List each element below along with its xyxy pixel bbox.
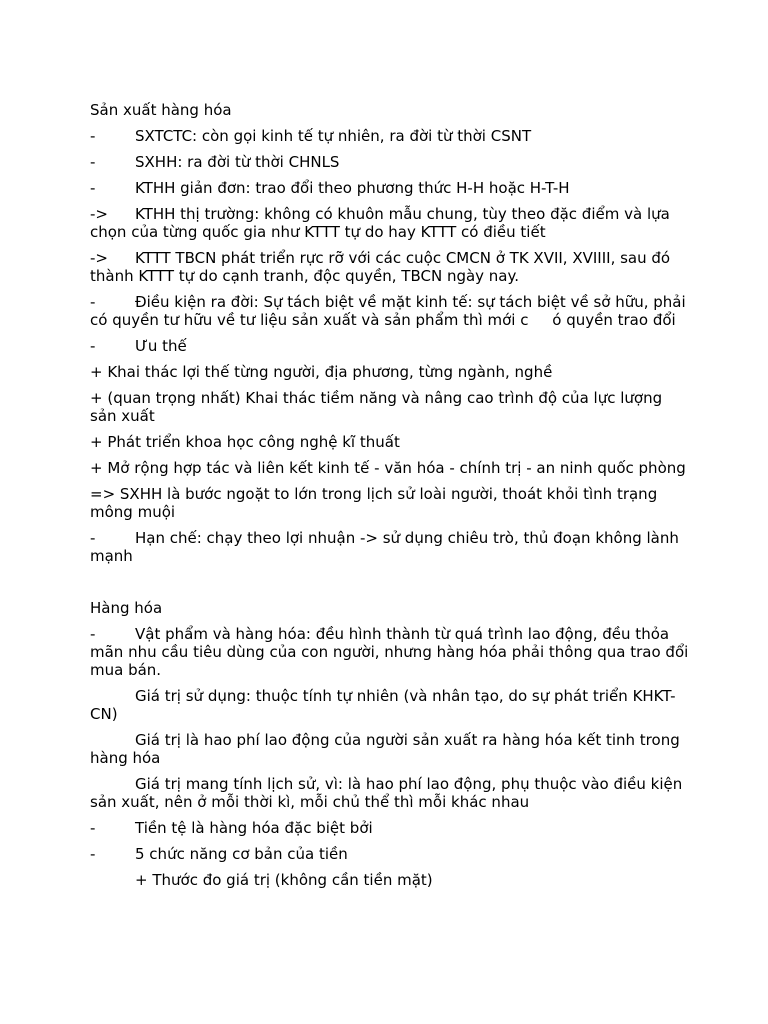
bullet-marker: - bbox=[90, 127, 96, 145]
bullet-marker: - bbox=[90, 179, 96, 197]
bullet-marker: - bbox=[90, 293, 96, 311]
item-text: SXHH: ra đời từ thời CHNLS bbox=[135, 153, 340, 171]
bullet-marker: - bbox=[90, 819, 96, 837]
item-text: KTTT TBCN phát triển rực rỡ với các cuộc CMCN ở TK XVII, XVIIII, sau đó thành KTTT tự do cạnh tranh, độc quyền, TBCN ngày nay. bbox=[90, 249, 671, 285]
conclusion-item: => SXHH là bước ngoặt to lớn trong lịch sử loài người, thoát khỏi tình trạng mông muội bbox=[90, 485, 658, 521]
bullet-marker: - bbox=[90, 845, 96, 863]
item-text: Điều kiện ra đời: Sự tách biệt về mặt kinh tế: sự tách biệt về sở hữu, phải có quyền tư hữu về tư liệu sản xuất và sản phẩm thì mới c ó quyền trao đổi bbox=[90, 293, 691, 329]
item-text: KTHH thị trường: không có khuôn mẫu chung, tùy theo đặc điểm và lựa chọn của từng quốc gia như KTTT tự do hay KTTT có điều tiết bbox=[90, 205, 670, 241]
indented-item bbox=[90, 687, 690, 723]
list-item bbox=[90, 819, 690, 837]
bullet-marker: - bbox=[90, 625, 96, 643]
indented-item bbox=[90, 775, 690, 811]
list-item bbox=[90, 205, 690, 241]
bullet-marker: - bbox=[90, 337, 96, 355]
bullet-marker: - bbox=[90, 153, 96, 171]
arrow-marker: -> bbox=[90, 249, 108, 267]
item-text: + Thước đo giá trị (không cần tiền mặt) bbox=[135, 871, 433, 889]
item-text: Ưu thế bbox=[135, 337, 187, 355]
list-item bbox=[90, 127, 690, 145]
list-item bbox=[90, 337, 690, 355]
list-item bbox=[90, 293, 690, 329]
list-item bbox=[90, 179, 690, 197]
list-item bbox=[90, 625, 690, 679]
section-title-hang-hoa: Hàng hóa bbox=[90, 599, 163, 617]
plus-item: + Phát triển khoa học công nghệ kĩ thuất bbox=[90, 433, 400, 451]
item-text: SXTCTC: còn gọi kinh tế tự nhiên, ra đời từ thời CSNT bbox=[135, 127, 532, 145]
section-spacer bbox=[90, 573, 690, 599]
list-item bbox=[90, 845, 690, 863]
list-item bbox=[90, 153, 690, 171]
indented-item bbox=[90, 731, 690, 767]
item-text: Giá trị sử dụng: thuộc tính tự nhiên (và nhân tạo, do sự phát triển KHKT-CN) bbox=[90, 687, 676, 723]
item-text: Vật phẩm và hàng hóa: đều hình thành từ quá trình lao động, đều thỏa mãn nhu cầu tiêu dùng của con người, nhưng hàng hóa phải thông qua trao đổi mua bán. bbox=[90, 625, 689, 679]
plus-item: + Mở rộng hợp tác và liên kết kinh tế - văn hóa - chính trị - an ninh quốc phòng bbox=[90, 459, 686, 477]
plus-item: + Khai thác lợi thế từng người, địa phương, từng ngành, nghề bbox=[90, 363, 553, 381]
bullet-marker: - bbox=[90, 529, 96, 547]
plus-item: + (quan trọng nhất) Khai thác tiềm năng và nâng cao trình độ của lực lượng sản xuất bbox=[90, 389, 663, 425]
item-text: Giá trị mang tính lịch sử, vì: là hao phí lao động, phụ thuộc vào điều kiện sản xuất, nên ở mỗi thời kì, mỗi chủ thể thì mỗi khác nhau bbox=[90, 775, 683, 811]
item-text: 5 chức năng cơ bản của tiền bbox=[135, 845, 348, 863]
list-item bbox=[90, 249, 690, 285]
item-text: Giá trị là hao phí lao động của người sản xuất ra hàng hóa kết tinh trong hàng hóa bbox=[90, 731, 680, 767]
item-text: KTHH giản đơn: trao đổi theo phương thức H-H hoặc H-T-H bbox=[135, 179, 570, 197]
arrow-marker: -> bbox=[90, 205, 108, 223]
document-body bbox=[90, 101, 690, 897]
item-text: Hạn chế: chạy theo lợi nhuận -> sử dụng chiêu trò, thủ đoạn không lành mạnh bbox=[90, 529, 679, 565]
item-text: Tiền tệ là hàng hóa đặc biệt bởi bbox=[135, 819, 373, 837]
indented-item bbox=[90, 871, 690, 889]
section-title-san-xuat-hang-hoa: Sản xuất hàng hóa bbox=[90, 101, 232, 119]
list-item bbox=[90, 529, 690, 565]
